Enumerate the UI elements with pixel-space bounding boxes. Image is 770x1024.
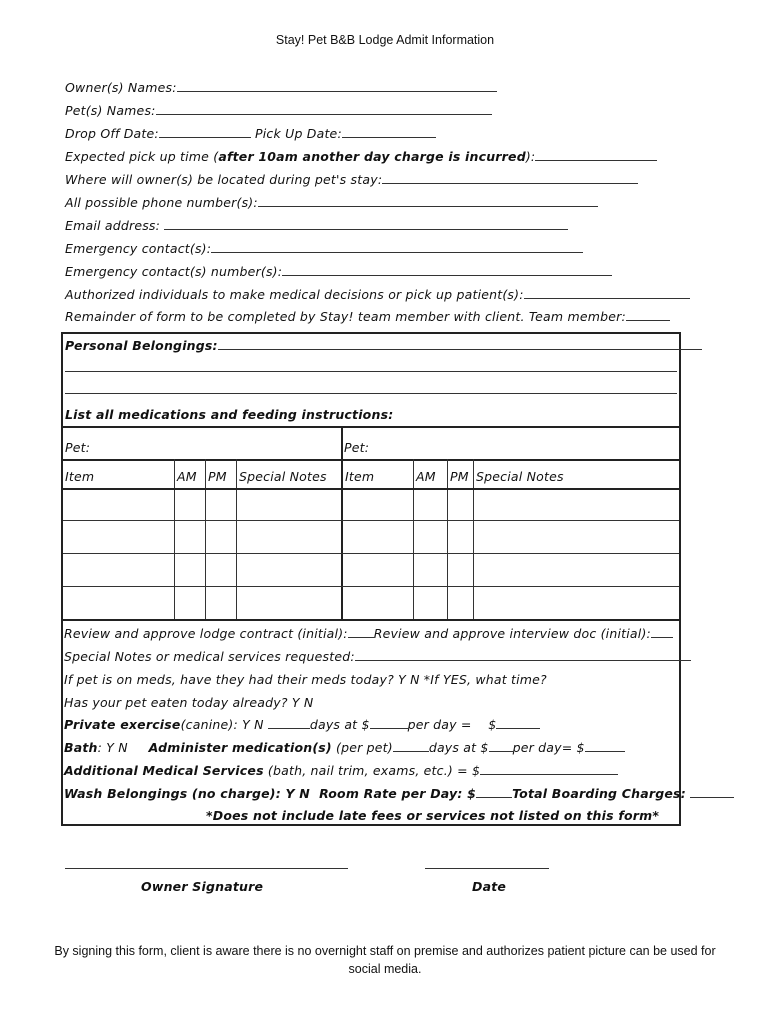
exercise-label: Private exercise bbox=[64, 717, 181, 732]
staff-section-box bbox=[61, 332, 686, 826]
bath-label: Bath bbox=[64, 740, 98, 755]
phones-field[interactable] bbox=[65, 195, 598, 210]
eaten-field[interactable]: Has your pet eaten today already? Y N bbox=[64, 695, 314, 710]
wash-yn: Y N bbox=[285, 786, 310, 801]
contract-field[interactable] bbox=[64, 626, 673, 641]
belongings-line-3[interactable] bbox=[65, 393, 677, 394]
col-sep bbox=[473, 459, 474, 619]
col-sep bbox=[447, 459, 448, 619]
emergency-contact-field[interactable] bbox=[65, 241, 583, 256]
special-notes-field[interactable] bbox=[64, 649, 691, 664]
remainder-label: Remainder of form to be completed by Stay! team member with client. Team member: bbox=[65, 309, 626, 324]
admin-label: Administer medication(s) bbox=[148, 740, 332, 755]
exercise-days-at: days at $ bbox=[309, 717, 370, 732]
pick-up-label: Pick Up Date: bbox=[255, 126, 342, 141]
col-notes-right: Special Notes bbox=[476, 469, 564, 484]
additional-services-field[interactable] bbox=[64, 763, 618, 778]
owner-signature-label: Owner Signature bbox=[141, 879, 264, 894]
emergency-number-label: Emergency contact(s) number(s): bbox=[65, 264, 283, 279]
pickup-time-warning: after 10am another day charge is incurred bbox=[218, 149, 526, 164]
drop-off-label: Drop Off Date: bbox=[65, 126, 159, 141]
owner-location-label: Where will owner(s) be located during pet's stay: bbox=[65, 172, 383, 187]
contract-label: Review and approve lodge contract (initial): bbox=[64, 626, 348, 641]
date-signature-line[interactable] bbox=[425, 868, 549, 869]
interview-label: Review and approve interview doc (initial): bbox=[373, 626, 651, 641]
admin-per-pet: (per pet) bbox=[331, 740, 393, 755]
bath-field[interactable] bbox=[64, 740, 625, 755]
col-notes-left: Special Notes bbox=[239, 469, 327, 484]
med-table-bottom bbox=[63, 619, 679, 621]
col-item-left: Item bbox=[65, 469, 95, 484]
owner-signature-line[interactable] bbox=[65, 868, 348, 869]
authorized-label: Authorized individuals to make medical decisions or pick up patient(s): bbox=[65, 287, 524, 302]
pets-field[interactable] bbox=[65, 103, 492, 118]
disclaimer: *Does not include late fees or services not listed on this form* bbox=[206, 808, 660, 823]
col-pm-right: PM bbox=[450, 469, 469, 484]
pickup-time-label-end: ): bbox=[525, 149, 536, 164]
email-label: Email address: bbox=[65, 218, 161, 233]
col-am-right: AM bbox=[416, 469, 436, 484]
page-title: Stay! Pet B&B Lodge Admit Information bbox=[275, 33, 495, 47]
pets-label: Pet(s) Names: bbox=[65, 103, 156, 118]
meds-today-field[interactable]: If pet is on meds, have they had their meds today? Y N *If YES, what time? bbox=[64, 672, 547, 687]
remainder-field[interactable] bbox=[65, 309, 670, 324]
pickup-time-field[interactable] bbox=[65, 149, 657, 164]
exercise-per-day: per day = bbox=[407, 717, 472, 732]
med-row-line bbox=[63, 488, 679, 490]
authorized-field[interactable] bbox=[65, 287, 690, 302]
col-sep bbox=[413, 459, 414, 619]
med-table-top bbox=[63, 426, 679, 428]
date-label: Date bbox=[472, 879, 507, 894]
email-field[interactable] bbox=[65, 218, 568, 233]
col-sep bbox=[236, 459, 237, 619]
med-row-line[interactable] bbox=[63, 586, 679, 587]
pet-label-right: Pet: bbox=[344, 440, 370, 455]
col-sep bbox=[174, 459, 175, 619]
exercise-dollar: $ bbox=[488, 717, 497, 732]
med-row-line[interactable] bbox=[63, 520, 679, 521]
exercise-field[interactable] bbox=[64, 717, 540, 732]
col-am-left: AM bbox=[177, 469, 197, 484]
emergency-number-field[interactable] bbox=[65, 264, 612, 279]
med-row-line[interactable] bbox=[63, 553, 679, 554]
owner-location-field[interactable] bbox=[65, 172, 638, 187]
special-notes-label: Special Notes or medical services requested: bbox=[64, 649, 355, 664]
room-rate-label: Room Rate per Day: $ bbox=[319, 786, 477, 801]
med-table-divider bbox=[341, 426, 343, 620]
additional-services-desc: (bath, nail trim, exams, etc.) = $ bbox=[263, 763, 481, 778]
col-pm-left: PM bbox=[208, 469, 227, 484]
pet-label-left: Pet: bbox=[65, 440, 91, 455]
col-sep bbox=[205, 459, 206, 619]
additional-services-label: Additional Medical Services bbox=[64, 763, 264, 778]
dates-field[interactable] bbox=[65, 126, 436, 141]
emergency-contact-label: Emergency contact(s): bbox=[65, 241, 212, 256]
belongings-line-2[interactable] bbox=[65, 371, 677, 372]
owners-label: Owner(s) Names: bbox=[65, 80, 177, 95]
admin-per-day: per day= $ bbox=[512, 740, 585, 755]
consent-footer: By signing this form, client is aware there is no overnight staff on premise and authorizes patient picture can be used for social media. bbox=[54, 944, 716, 976]
exercise-yn: (canine): Y N bbox=[180, 717, 264, 732]
wash-field[interactable] bbox=[64, 786, 734, 801]
total-label: Total Boarding Charges: bbox=[512, 786, 686, 801]
phones-label: All possible phone number(s): bbox=[65, 195, 258, 210]
belongings-label: Personal Belongings: bbox=[65, 338, 702, 353]
admin-days-at: days at $ bbox=[428, 740, 489, 755]
wash-label: Wash Belongings (no charge): bbox=[64, 786, 281, 801]
bath-yn: : Y N bbox=[97, 740, 128, 755]
pickup-time-label: Expected pick up time ( bbox=[65, 149, 219, 164]
owners-field[interactable] bbox=[65, 80, 497, 95]
meds-header: List all medications and feeding instructions: bbox=[65, 407, 394, 422]
med-table-header-top bbox=[63, 459, 679, 461]
col-item-right: Item bbox=[345, 469, 375, 484]
